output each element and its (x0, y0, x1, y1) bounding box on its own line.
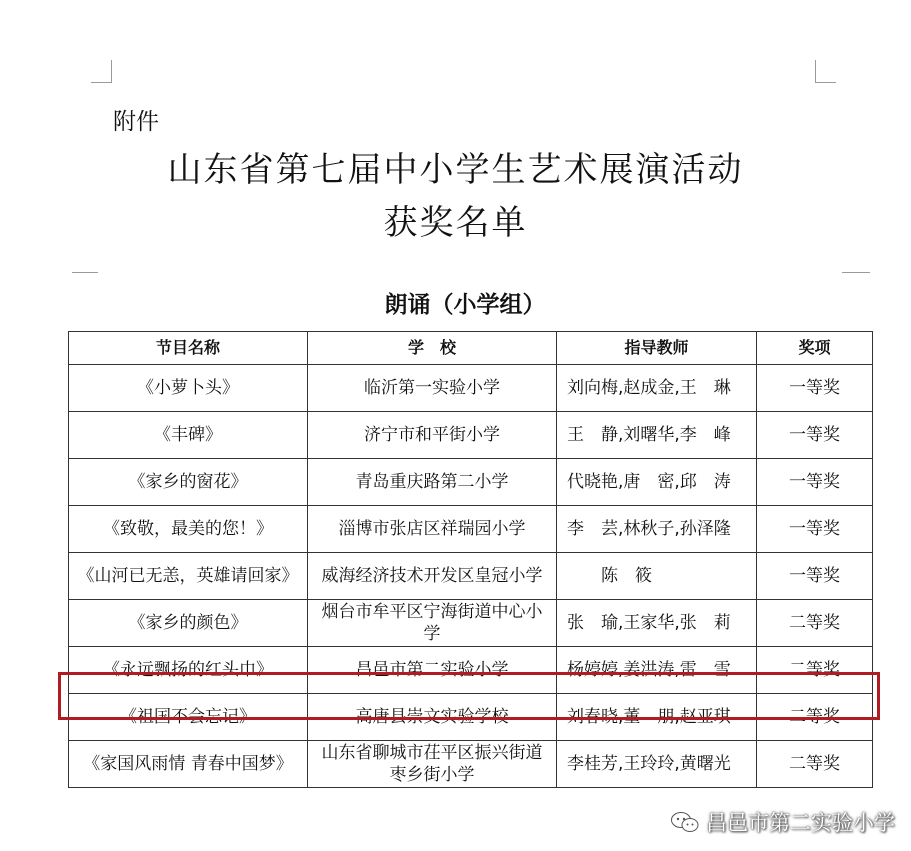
crop-mark-top-left (91, 60, 112, 83)
program-name: 《家国风雨情 青春中国梦》 (69, 741, 308, 788)
program-name: 《祖国不会忘记》 (69, 694, 308, 741)
crop-mark-mid-right (842, 272, 870, 273)
school-name: 高唐县崇文实验学校 (308, 694, 557, 741)
award-level: 一等奖 (757, 506, 873, 553)
teacher-names: 刘向梅,赵成金,王 琳 (557, 365, 757, 412)
header-teachers: 指导教师 (557, 332, 757, 365)
table-row (69, 365, 873, 412)
crop-mark-top-right (815, 60, 836, 83)
teacher-names: 刘春晓,董 朋,赵亚琪 (557, 694, 757, 741)
teacher-names: 杨婷婷,姜洪涛,雷 雪 (557, 647, 757, 694)
teacher-names: 李 芸,林秋子,孙泽隆 (557, 506, 757, 553)
program-name: 《小萝卜头》 (69, 365, 308, 412)
award-level: 二等奖 (757, 741, 873, 788)
wechat-icon (670, 811, 700, 833)
teacher-names: 王 静,刘曙华,李 峰 (557, 412, 757, 459)
teacher-names: 李桂芳,王玲玲,黄曙光 (557, 741, 757, 788)
table-row (69, 741, 873, 788)
table-row (69, 600, 873, 647)
header-program: 节目名称 (69, 332, 308, 365)
program-name: 《永远飘扬的红头巾》 (69, 647, 308, 694)
header-school: 学 校 (308, 332, 557, 365)
document-subtitle: 获奖名单 (383, 203, 528, 243)
highlight-box (58, 672, 880, 720)
program-name: 《家乡的颜色》 (69, 600, 308, 647)
table-header-row (69, 332, 873, 365)
header-award: 奖项 (757, 332, 873, 365)
program-name: 《家乡的窗花》 (69, 459, 308, 506)
school-name: 威海经济技术开发区皇冠小学 (308, 553, 557, 600)
table-row (69, 412, 873, 459)
school-name: 淄博市张店区祥瑞园小学 (308, 506, 557, 553)
award-level: 一等奖 (757, 459, 873, 506)
school-name: 昌邑市第二实验小学 (308, 647, 557, 694)
table-row (69, 506, 873, 553)
award-level: 一等奖 (757, 365, 873, 412)
award-level: 二等奖 (757, 647, 873, 694)
school-name: 临沂第一实验小学 (308, 365, 557, 412)
teacher-names: 代晓艳,唐 密,邱 涛 (557, 459, 757, 506)
program-name: 《山河已无恙，英雄请回家》 (69, 553, 308, 600)
account-watermark (670, 807, 895, 837)
table-row (69, 553, 873, 600)
document-title: 山东省第七届中小学生艺术展演活动 (167, 150, 744, 190)
program-name: 《丰碑》 (69, 412, 308, 459)
attachment-label: 附件 (113, 109, 159, 135)
section-title: 朗诵（小学组） (384, 292, 546, 318)
table-row (69, 459, 873, 506)
award-level: 一等奖 (757, 553, 873, 600)
teacher-names: 张 瑜,王家华,张 莉 (557, 600, 757, 647)
teacher-names: 陈 筱 (557, 553, 757, 600)
award-level: 二等奖 (757, 694, 873, 741)
school-name: 山东省聊城市茌平区振兴街道枣乡街小学 (308, 741, 557, 788)
school-name: 青岛重庆路第二小学 (308, 459, 557, 506)
program-name: 《致敬，最美的您！》 (69, 506, 308, 553)
award-level: 一等奖 (757, 412, 873, 459)
school-name: 烟台市牟平区宁海街道中心小学 (308, 600, 557, 647)
watermark-text: 昌邑市第二实验小学 (706, 811, 895, 835)
crop-mark-mid-left (72, 272, 98, 273)
award-level: 二等奖 (757, 600, 873, 647)
school-name: 济宁市和平街小学 (308, 412, 557, 459)
